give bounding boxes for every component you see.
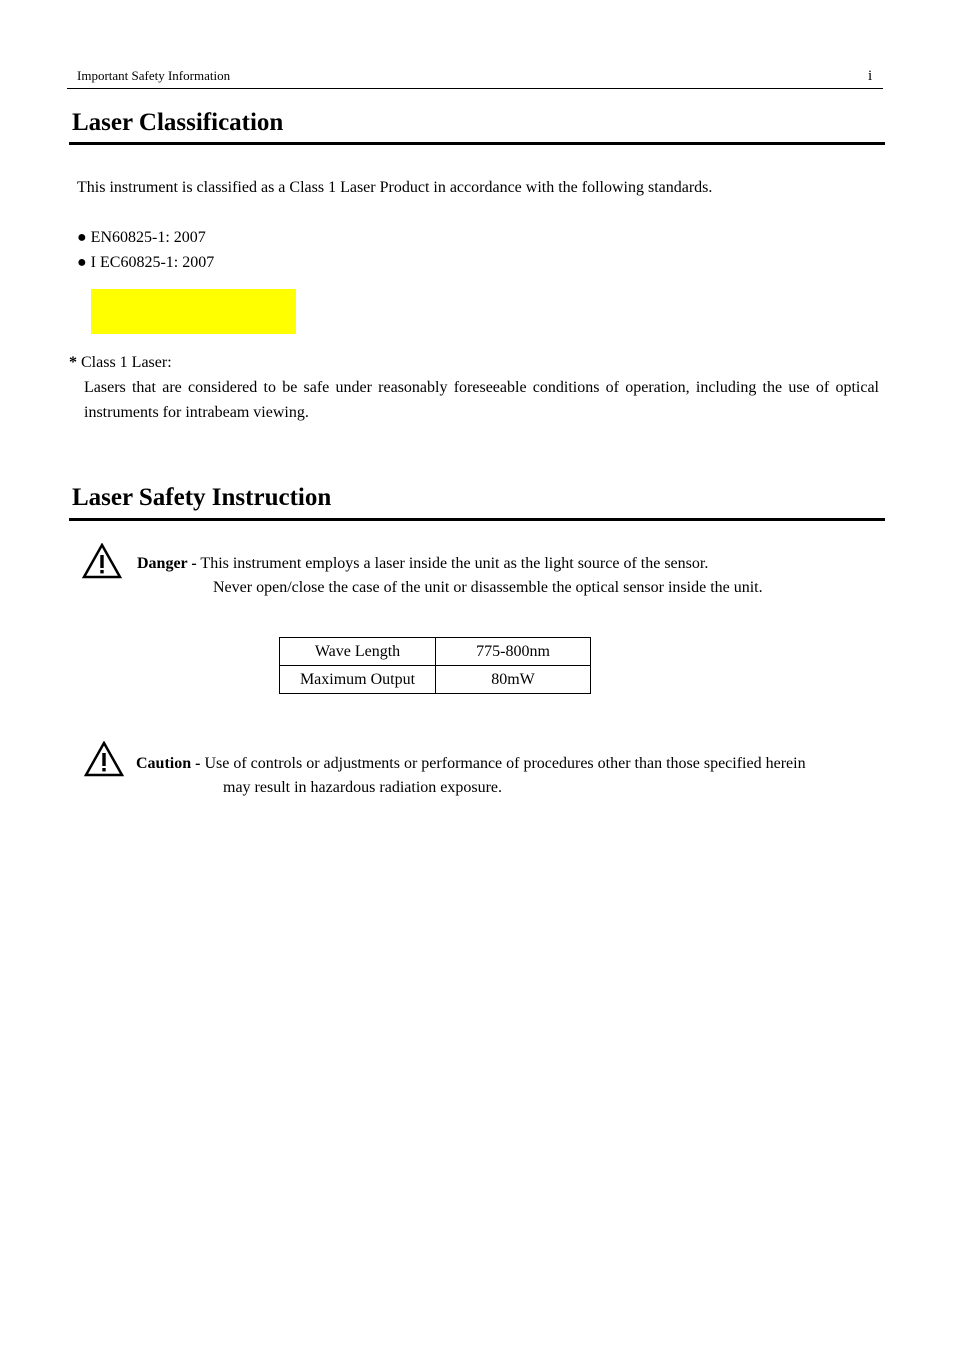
section-title-laser-classification: Laser Classification: [72, 109, 284, 136]
section-divider: [69, 518, 885, 521]
caution-notice: [136, 751, 806, 776]
warning-triangle-icon: [82, 543, 122, 579]
danger-notice: [137, 551, 708, 576]
footnote-description: Lasers that are considered to be safe under reasonably foreseeable conditions of operation, including the use of optical instruments for intrabeam viewing.: [84, 379, 879, 421]
table-cell: Wave Length: [280, 638, 436, 666]
table-cell: Maximum Output: [280, 666, 436, 694]
standard-item: ● EN60825-1: 2007: [77, 229, 206, 246]
table-cell: 775-800nm: [436, 638, 591, 666]
page-number: i: [868, 68, 873, 84]
laser-spec-table: [279, 637, 591, 694]
caution-text: Use of controls or adjustments or performance of procedures other than those specified herein: [200, 755, 806, 772]
danger-text: This instrument employs a laser inside the unit as the light source of the sensor.: [196, 555, 709, 572]
caution-text-continued: may result in hazardous radiation exposure.: [223, 779, 503, 796]
danger-label: Danger -: [137, 555, 197, 572]
table-row: [280, 638, 591, 666]
table-cell: 80mW: [436, 666, 591, 694]
table-row: [280, 666, 591, 694]
footnote-marker: *: [69, 354, 77, 371]
classification-intro: This instrument is classified as a Class 1 Laser Product in accordance with the following standards.: [77, 179, 713, 196]
caution-label: Caution -: [136, 755, 201, 772]
warning-triangle-icon: [84, 741, 124, 777]
footnote-title-text: Class 1 Laser:: [77, 354, 172, 371]
danger-text-continued: Never open/close the case of the unit or disassemble the optical sensor inside the unit.: [213, 579, 763, 596]
running-header: Important Safety Information: [77, 68, 231, 83]
header-divider: [67, 88, 883, 89]
standard-item: ● I EC60825-1: 2007: [77, 254, 215, 271]
highlight-block: [91, 289, 296, 334]
section-divider: [69, 142, 885, 145]
footnote-title: [69, 350, 172, 375]
section-title-laser-safety: Laser Safety Instruction: [72, 484, 332, 511]
